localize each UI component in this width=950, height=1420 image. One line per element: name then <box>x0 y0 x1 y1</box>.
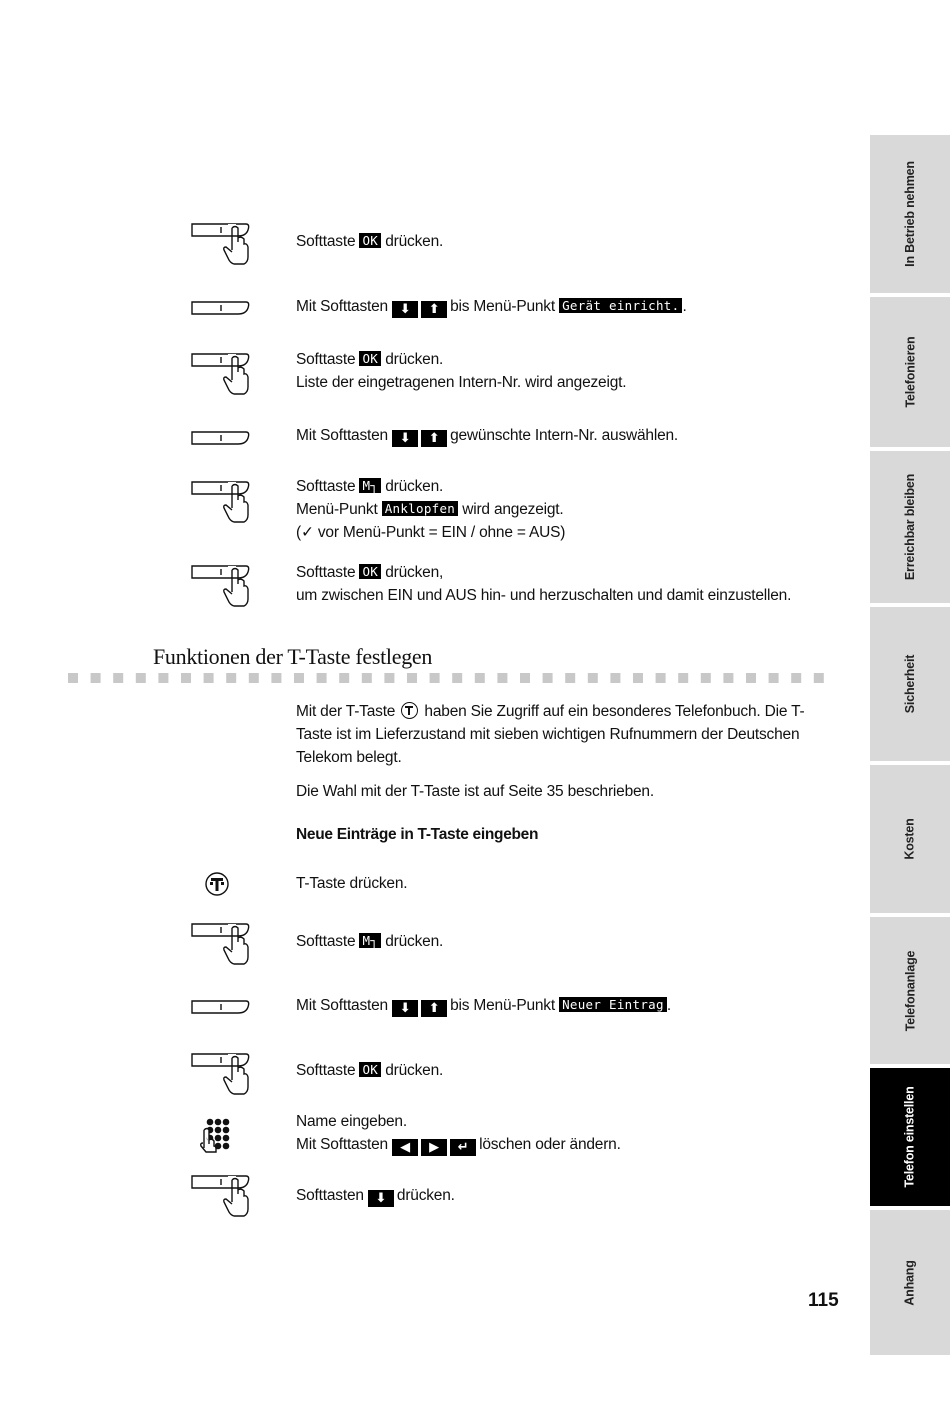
separator-dot <box>384 673 394 683</box>
softkey-icon <box>188 997 258 1047</box>
chapter-tab-label: In Betrieb nehmen <box>903 161 917 267</box>
dotted-separator <box>68 673 833 683</box>
keypad-icon <box>188 1116 258 1166</box>
t-key-inline-icon <box>401 702 418 719</box>
separator-dot <box>339 673 349 683</box>
display-label: M┐ <box>359 478 381 493</box>
softkey-press-icon <box>188 1172 258 1222</box>
step-text: Softtaste M┐ drücken. <box>296 933 444 950</box>
section-heading: Funktionen der T-Taste festlegen <box>153 644 433 669</box>
separator-dot <box>226 673 236 683</box>
chapter-tab-label: Erreichbar bleiben <box>903 473 918 581</box>
display-label: Anklopfen <box>382 501 458 516</box>
chapter-tab[interactable] <box>870 765 950 913</box>
step-text: Softtaste OK drücken. Liste der eingetragenen Intern-Nr. wird angezeigt. <box>296 351 627 391</box>
step-text: Softtaste OK drücken. <box>296 1062 444 1079</box>
separator-dot <box>317 673 327 683</box>
separator-dot <box>814 673 824 683</box>
softkey-symbol: ↵ <box>450 1139 476 1156</box>
t-key-icon <box>188 870 258 920</box>
chapter-tab[interactable] <box>870 135 950 293</box>
chapter-tab-label: Telefon einstellen <box>903 1086 917 1188</box>
separator-dot <box>294 673 304 683</box>
separator-dot <box>430 673 440 683</box>
softkey-symbol: ⬇ <box>392 301 418 318</box>
separator-dot <box>362 673 372 683</box>
softkey-press-icon <box>188 350 258 400</box>
display-label: M┐ <box>359 933 381 948</box>
step-text: Mit Softtasten ⬇ ⬆ bis Menü-Punkt Gerät einricht. . <box>296 298 687 317</box>
separator-dot <box>181 673 191 683</box>
chapter-tab[interactable] <box>870 607 950 761</box>
softkey-symbol: ⬆ <box>421 301 447 318</box>
separator-dot <box>91 673 101 683</box>
page-number: 115 <box>808 1290 839 1311</box>
softkey-icon <box>188 298 258 348</box>
softkey-press-icon <box>188 220 258 270</box>
chapter-tab[interactable] <box>870 451 950 603</box>
separator-dot <box>271 673 281 683</box>
display-label: OK <box>359 564 381 579</box>
separator-dot <box>475 673 485 683</box>
display-label: Gerät einricht. <box>559 298 682 313</box>
softkey-symbol: ⬆ <box>421 1000 447 1017</box>
separator-dot <box>656 673 666 683</box>
chapter-tab-label: Sicherheit <box>903 654 917 714</box>
intro-paragraph <box>296 700 826 769</box>
separator-dot <box>520 673 530 683</box>
softkey-symbol: ⬆ <box>421 430 447 447</box>
step-text: Name eingeben. Mit Softtasten ◀ ▶ ↵ löschen oder ändern. <box>296 1113 621 1155</box>
chapter-tab-label: Anhang <box>902 1259 917 1306</box>
separator-dot <box>633 673 643 683</box>
separator-dot <box>769 673 779 683</box>
separator-dot <box>452 673 462 683</box>
separator-dot <box>407 673 417 683</box>
separator-dot <box>701 673 711 683</box>
softkey-symbol: ▶ <box>421 1139 447 1156</box>
separator-dot <box>249 673 259 683</box>
softkey-symbol: ⬇ <box>392 430 418 447</box>
step-text: Softtaste OK drücken. <box>296 233 444 250</box>
chapter-tab-label: Kosten <box>902 818 917 860</box>
softkey-press-icon <box>188 478 258 528</box>
separator-dot <box>678 673 688 683</box>
display-label: OK <box>359 351 381 366</box>
step-text: Mit Softtasten ⬇ ⬆ gewünschte Intern-Nr. auswählen. <box>296 427 679 446</box>
separator-dot <box>543 673 553 683</box>
softkey-symbol: ⬇ <box>368 1190 394 1207</box>
separator-dot <box>158 673 168 683</box>
separator-dot <box>204 673 214 683</box>
step-text: Mit Softtasten ⬇ ⬆ bis Menü-Punkt Neuer Eintrag . <box>296 997 671 1016</box>
chapter-tab[interactable] <box>870 917 950 1064</box>
step-text: Softtaste OK drücken, um zwischen EIN und AUS hin- und herzuschalten und damit einzustellen. <box>296 564 792 604</box>
separator-dot <box>723 673 733 683</box>
intro-paragraph-2: Die Wahl mit der T-Taste ist auf Seite 35 beschrieben. <box>296 783 654 800</box>
softkey-press-icon <box>188 920 258 970</box>
chapter-tab[interactable] <box>870 297 950 447</box>
chapter-tabs <box>870 135 950 1355</box>
softkey-symbol: ◀ <box>392 1139 418 1156</box>
separator-dot <box>610 673 620 683</box>
softkey-press-icon <box>188 562 258 612</box>
separator-dot <box>68 673 78 683</box>
step-text: Softtasten ⬇ drücken. <box>296 1187 455 1206</box>
subheading: Neue Einträge in T-Taste eingeben <box>296 826 539 843</box>
separator-dot <box>588 673 598 683</box>
display-label: Neuer Eintrag <box>559 997 667 1012</box>
intro-text-b: haben Sie Zugriff auf ein besonderes Telefonbuch. Die T-Taste ist im Lieferzustand mit sieben wichtigen Rufnummern der Deutschen Telekom belegt. <box>296 703 805 766</box>
softkey-icon <box>188 428 258 478</box>
display-label: OK <box>359 233 381 248</box>
chapter-tab-label: Telefonanlage <box>903 950 917 1031</box>
display-label: OK <box>359 1062 381 1077</box>
separator-dot <box>746 673 756 683</box>
separator-dot <box>791 673 801 683</box>
chapter-tab[interactable] <box>870 1068 950 1206</box>
step-text: T-Taste drücken. <box>296 875 408 892</box>
softkey-press-icon <box>188 1050 258 1100</box>
separator-dot <box>497 673 507 683</box>
softkey-symbol: ⬇ <box>392 1000 418 1017</box>
chapter-tab[interactable] <box>870 1210 950 1355</box>
intro-text-a: Mit der T-Taste <box>296 703 400 720</box>
step-text: Softtaste M┐ drücken. Menü-Punkt Anklopfen wird angezeigt. (✓ vor Menü-Punkt = EIN / ohne = AUS) <box>296 478 566 541</box>
separator-dot <box>565 673 575 683</box>
separator-dot <box>113 673 123 683</box>
separator-dot <box>136 673 146 683</box>
chapter-tab-label: Telefonieren <box>903 336 917 408</box>
